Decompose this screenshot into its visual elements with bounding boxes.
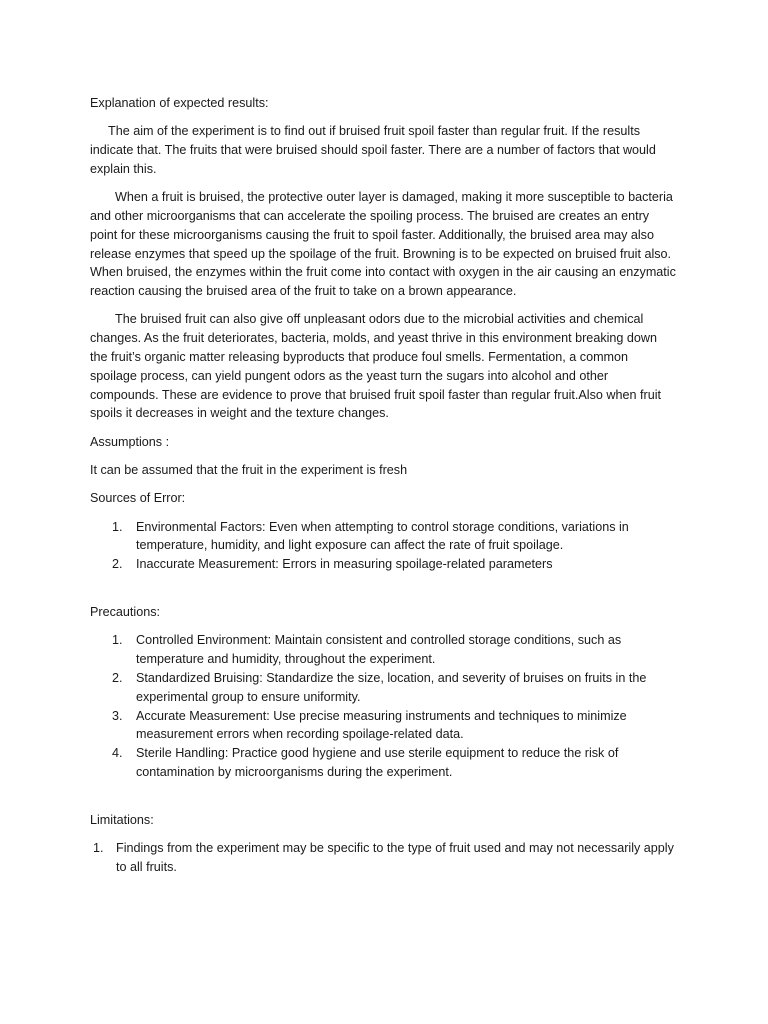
list-number: 1. bbox=[112, 519, 123, 534]
list-item bbox=[90, 839, 678, 877]
sources-of-error-list bbox=[90, 518, 678, 574]
list-number: 3. bbox=[112, 708, 123, 723]
list-item bbox=[90, 707, 678, 745]
precautions-list bbox=[90, 631, 678, 781]
list-item bbox=[90, 669, 678, 707]
list-item-text: Environmental Factors: Even when attempting to control storage conditions, variations in temperature, humidity, and light exposure can affect the rate of fruit spoilage. bbox=[136, 519, 629, 553]
list-item-text: Controlled Environment: Maintain consistent and controlled storage conditions, such as temperature and humidity, throughout the experiment. bbox=[136, 633, 622, 667]
list-item-text: Findings from the experiment may be specific to the type of fruit used and may not necessarily apply to all fruits. bbox=[116, 841, 674, 874]
section-heading-limitations: Limitations: bbox=[90, 812, 154, 827]
list-item-text: Sterile Handling: Practice good hygiene and use sterile equipment to reduce the risk of contamination by microorganisms during the experiment. bbox=[136, 746, 619, 779]
spacer bbox=[90, 574, 678, 603]
list-number: 1. bbox=[112, 633, 123, 648]
assumptions-text: It can be assumed that the fruit in the experiment is fresh bbox=[90, 463, 408, 478]
list-item bbox=[90, 631, 678, 669]
list-item-text: Standardized Bruising: Standardize the size, location, and severity of bruises on fruits in the experimental group to ensure uniformity. bbox=[136, 670, 647, 704]
list-item bbox=[90, 744, 678, 782]
paragraph-aim: The aim of the experiment is to find out if bruised fruit spoil faster than regular fruit. If the results indicate that. The fruits that were bruised should spoil faster. There are a number of factors that would explain this. bbox=[90, 124, 656, 176]
list-number: 2. bbox=[112, 557, 123, 572]
spacer bbox=[90, 782, 678, 811]
list-item bbox=[90, 518, 678, 556]
paragraph-odors: The bruised fruit can also give off unpleasant odors due to the microbial activities and chemical changes. As the fruit deteriorates, bacteria, molds, and yeast thrive in this environment breaking down the fruit’s organic matter releasing byproducts that produce foul smells. Fermentation, a common spoilage process, can yield pungent odors as the yeast turn the sugars into alcohol and other compounds. These are evidence to prove that bruised fruit spoil faster than regular fruit.Also when fruit spoils it decreases in weight and the texture changes. bbox=[90, 312, 661, 421]
section-heading-precautions: Precautions: bbox=[90, 605, 161, 620]
section-heading-assumptions: Assumptions : bbox=[90, 434, 170, 449]
list-item-text: Accurate Measurement: Use precise measuring instruments and techniques to minimize measurement errors when recording spoilage-related data. bbox=[136, 708, 627, 742]
list-number: 4. bbox=[112, 746, 123, 761]
section-heading-sources-of-error: Sources of Error: bbox=[90, 491, 186, 506]
paragraph-bruising: When a fruit is bruised, the protective outer layer is damaged, making it more susceptible to bacteria and other microorganisms that can accelerate the spoiling process. The bruised are creates an entry point for these microorganisms causing the fruit to spoil faster. Additionally, the bruised area may also release enzymes that speed up the spoilage of the fruit. Browning is to be expected on bruised fruit also. When bruised, the enzymes within the fruit come into contact with oxygen in the air causing an enzymatic reaction causing the bruised area of the fruit to take on a brown appearance. bbox=[90, 190, 676, 299]
list-item bbox=[90, 555, 678, 574]
list-number: 1. bbox=[93, 841, 104, 855]
section-heading-expected-results: Explanation of expected results: bbox=[90, 96, 269, 110]
limitations-list bbox=[90, 839, 678, 877]
list-number: 2. bbox=[112, 670, 123, 685]
list-item-text: Inaccurate Measurement: Errors in measuring spoilage-related parameters bbox=[136, 557, 553, 572]
